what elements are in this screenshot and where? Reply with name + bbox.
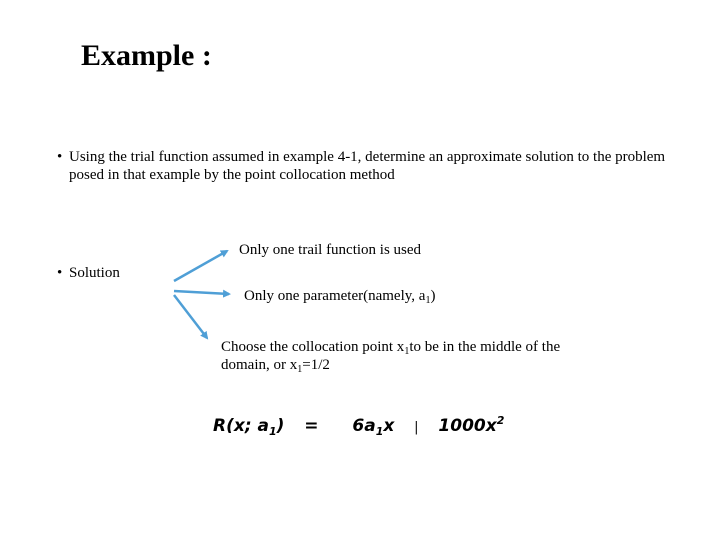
equation-lhs-subscript: 1 <box>269 425 277 438</box>
equation-term1-var: x <box>383 416 395 436</box>
arrow-to-note3 <box>174 295 207 338</box>
bullet-dot: • <box>57 149 63 165</box>
arrow-to-note1 <box>174 251 227 281</box>
note-collocation-line2-suffix: =1/2 <box>302 357 330 373</box>
equation-lhs <box>213 416 284 436</box>
equation-operator: | <box>414 420 419 435</box>
equation-term1-coef: 6a <box>352 416 376 436</box>
bullet-text-solution: Solution <box>69 265 120 281</box>
note-collocation-line1-subscript: 1 <box>404 346 410 357</box>
residual-equation <box>213 414 504 440</box>
arrow-to-note2 <box>174 291 229 294</box>
bullet-text-problem: Using the trial function assumed in example 4-1, determine an approximate solution to the problem posed in that example by the point collocation method <box>69 149 666 183</box>
equation-term1-subscript: 1 <box>375 425 384 438</box>
note-collocation-line1 <box>221 339 560 355</box>
note-collocation-line1-prefix: Choose the collocation point x <box>221 339 405 355</box>
equation-term2-exponent: 2 <box>496 414 505 427</box>
note-parameter-suffix: ) <box>430 288 436 304</box>
note-parameter-subscript: 1 <box>425 295 431 306</box>
note-collocation-point <box>221 338 560 374</box>
equation-equals: = <box>304 416 319 436</box>
bullet-dot: • <box>57 265 63 281</box>
equation-term2-base: 1000x <box>438 416 497 436</box>
equation-lhs-prefix: R(x; a <box>213 416 270 436</box>
note-collocation-line2-subscript: 1 <box>297 364 303 375</box>
note-trial-function: Only one trail function is used <box>239 242 422 258</box>
note-collocation-line1-suffix: to be in the middle of the <box>409 339 561 355</box>
slide-title: Example : <box>81 39 212 72</box>
note-parameter <box>244 287 435 305</box>
note-collocation-line2 <box>221 356 560 374</box>
note-parameter-prefix: Only one parameter(namely, a <box>244 288 426 304</box>
note-collocation-line2-prefix: domain, or x <box>221 357 298 373</box>
equation-term1 <box>352 416 394 436</box>
equation-term2 <box>438 416 504 436</box>
equation-lhs-suffix: ) <box>276 416 285 436</box>
